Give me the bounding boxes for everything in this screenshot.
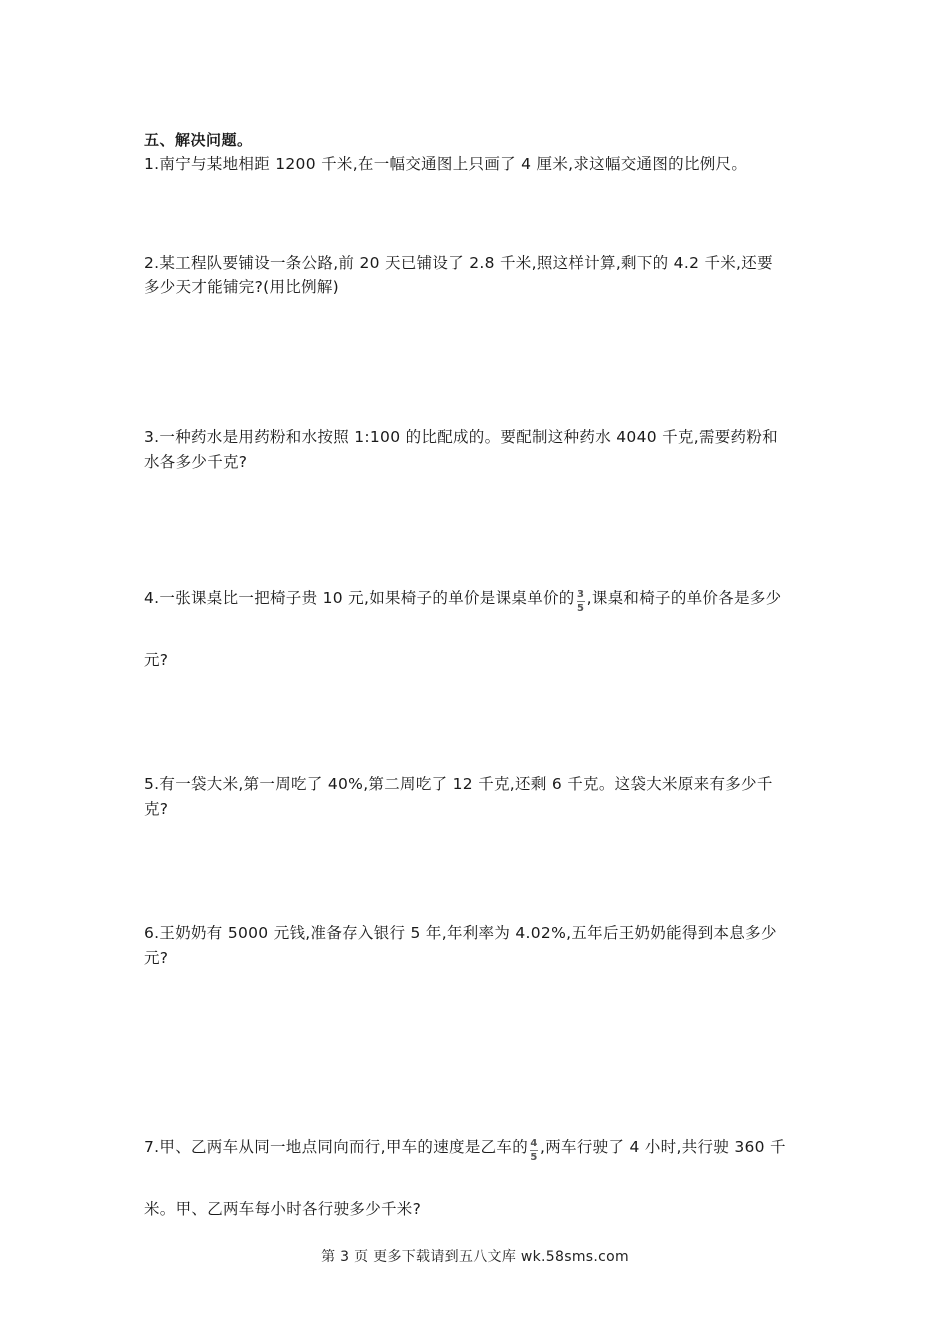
question-6-line-1: 6.王奶奶有 5000 元钱,准备存入银行 5 年,年利率为 4.02%,五年后王奶奶能得到本息多少	[144, 924, 777, 942]
question-7-text-b: ,两车行驶了 4 小时,共行驶 360 千	[540, 1138, 786, 1156]
question-5-line-2: 克?	[144, 800, 169, 818]
question-7-line-2: 米。甲、乙两车每小时各行驶多少千米?	[144, 1200, 422, 1218]
question-4-line-1	[144, 586, 782, 614]
fraction-denominator: 5	[530, 1151, 538, 1163]
section-title: 五、解决问题。	[144, 131, 253, 149]
fraction-numerator: 3	[576, 588, 585, 600]
question-7-line-1	[144, 1135, 786, 1163]
question-3-line-2: 水各多少千克?	[144, 453, 248, 471]
fraction-three-fifths	[576, 588, 586, 614]
fraction-bar	[577, 601, 585, 602]
question-4-text-a: 4.一张课桌比一把椅子贵 10 元,如果椅子的单价是课桌单价的	[144, 589, 575, 607]
question-2-line-2: 多少天才能铺完?(用比例解)	[144, 278, 340, 296]
question-4-line-2: 元?	[144, 651, 169, 669]
question-6-line-2: 元?	[144, 949, 169, 967]
fraction-numerator: 4	[530, 1137, 538, 1149]
question-5-line-1: 5.有一袋大米,第一周吃了 40%,第二周吃了 12 千克,还剩 6 千克。这袋大米原来有多少千	[144, 775, 773, 793]
question-4-text-b: ,课桌和椅子的单价各是多少	[586, 589, 782, 607]
fraction-bar	[530, 1150, 538, 1151]
question-1-line-1: 1.南宁与某地相距 1200 千米,在一幅交通图上只画了 4 厘米,求这幅交通图的比例尺。	[144, 155, 748, 173]
question-2-line-1: 2.某工程队要铺设一条公路,前 20 天已铺设了 2.8 千米,照这样计算,剩下的 4.2 千米,还要	[144, 254, 773, 272]
question-3-line-1: 3.一种药水是用药粉和水按照 1:100 的比配成的。要配制这种药水 4040 千克,需要药粉和	[144, 428, 778, 446]
page-footer: 第 3 页 更多下载请到五八文库 wk.58sms.com	[321, 1249, 629, 1265]
question-7-text-a: 7.甲、乙两车从同一地点同向而行,甲车的速度是乙车的	[144, 1138, 529, 1156]
fraction-four-fifths	[529, 1137, 539, 1163]
fraction-denominator: 5	[576, 602, 585, 614]
